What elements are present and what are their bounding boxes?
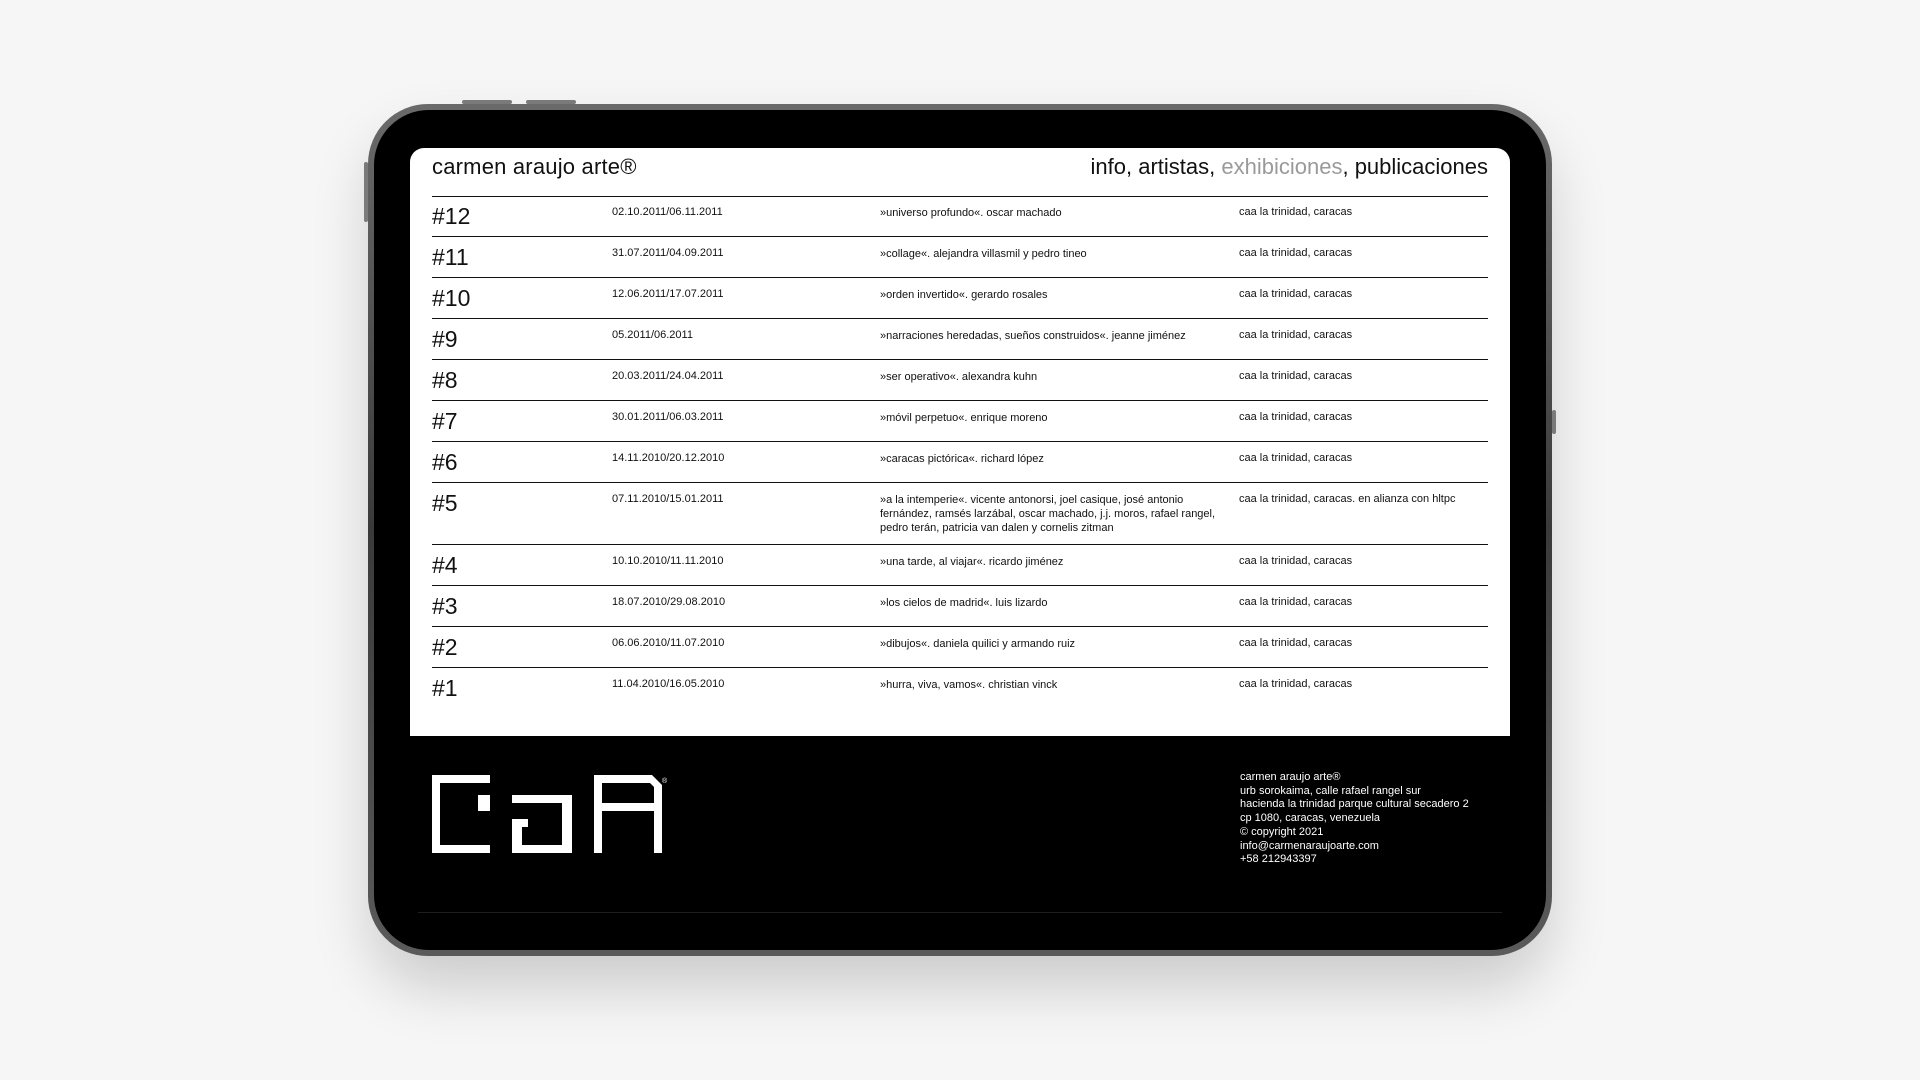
caa-logo[interactable] <box>432 775 672 855</box>
exhibition-venue: caa la trinidad, caracas <box>1239 206 1353 218</box>
exhibition-dates: 11.04.2010/16.05.2010 <box>612 678 725 690</box>
exhibition-venue: caa la trinidad, caracas <box>1239 637 1353 649</box>
exhibition-venue: caa la trinidad, caracas <box>1239 411 1353 423</box>
exhibition-title: »collage«. alejandra villasmil y pedro tineo <box>880 248 1087 260</box>
exhibition-dates: 06.06.2010/11.07.2010 <box>612 637 725 649</box>
exhibition-title: »los cielos de madrid«. luis lizardo <box>880 597 1048 609</box>
main-menu <box>1091 154 1489 180</box>
nav-separator: , <box>1342 154 1355 179</box>
contact-line: © copyright 2021 <box>1240 825 1324 838</box>
exhibition-venue: caa la trinidad, caracas <box>1239 596 1353 608</box>
brand-name[interactable]: carmen araujo arte® <box>432 154 637 179</box>
exhibition-row[interactable] <box>432 401 1488 442</box>
exhibition-dates: 31.07.2011/04.09.2011 <box>612 247 724 259</box>
nav-info[interactable]: info <box>1090 154 1126 179</box>
contact-line[interactable]: info@carmenaraujoarte.com <box>1240 839 1379 852</box>
exhibition-title: »dibujos«. daniela quilici y armando ruiz <box>880 638 1076 650</box>
volume-down-button <box>526 100 576 104</box>
exhibition-number: #9 <box>432 326 458 352</box>
exhibition-title: »narraciones heredadas, sueños construidos«. jeanne jiménez <box>880 330 1186 342</box>
exhibition-row[interactable] <box>432 586 1488 627</box>
exhibition-dates: 30.01.2011/06.03.2011 <box>612 411 724 423</box>
svg-text:®: ® <box>662 778 668 785</box>
exhibition-venue: caa la trinidad, caracas <box>1239 452 1353 464</box>
exhibition-row[interactable] <box>432 442 1488 483</box>
exhibition-row[interactable] <box>432 627 1488 668</box>
exhibition-number: #8 <box>432 367 458 393</box>
volume-up-button <box>462 100 512 104</box>
exhibition-dates: 18.07.2010/29.08.2010 <box>612 596 726 608</box>
nav-artistas[interactable]: artistas <box>1138 154 1210 179</box>
exhibition-title: »caracas pictórica«. richard lópez <box>880 453 1044 465</box>
exhibition-number: #6 <box>432 449 458 475</box>
exhibition-number: #5 <box>432 490 458 516</box>
exhibitions-list <box>432 196 1488 708</box>
contact-line: cp 1080, caracas, venezuela <box>1240 812 1381 825</box>
exhibition-dates: 20.03.2011/24.04.2011 <box>612 370 724 382</box>
exhibition-venue: caa la trinidad, caracas <box>1239 329 1353 341</box>
contact-line: carmen araujo arte® <box>1240 771 1341 783</box>
exhibition-dates: 07.11.2010/15.01.2011 <box>612 493 724 505</box>
exhibition-dates: 02.10.2011/06.11.2011 <box>612 206 723 218</box>
exhibition-number: #2 <box>432 634 458 660</box>
exhibition-dates: 14.11.2010/20.12.2010 <box>612 452 725 464</box>
exhibition-row[interactable] <box>432 319 1488 360</box>
contact-line: +58 212943397 <box>1240 853 1317 866</box>
exhibition-number: #3 <box>432 593 458 619</box>
exhibition-number: #1 <box>432 675 458 701</box>
exhibition-row[interactable] <box>432 360 1488 401</box>
exhibition-dates: 12.06.2011/17.07.2011 <box>612 288 724 300</box>
nav-separator: , <box>1209 154 1222 179</box>
exhibition-title: »a la intemperie«. vicente antonorsi, joel casique, josé antonio fernández, ramsés larzábal, oscar machado, j.j. moros, rafael rangel, pedro terán, patricia van dalen y cornelis zitman <box>880 494 1216 534</box>
exhibition-title: »hurra, viva, vamos«. christian vinck <box>880 679 1058 691</box>
exhibition-number: #10 <box>432 285 471 311</box>
exhibition-row[interactable] <box>432 278 1488 319</box>
exhibition-venue: caa la trinidad, caracas. en alianza con hltpc <box>1239 493 1456 505</box>
exhibition-venue: caa la trinidad, caracas <box>1239 247 1353 259</box>
exhibition-number: #7 <box>432 408 458 434</box>
side-button <box>364 162 368 222</box>
contact-line: hacienda la trinidad parque cultural secadero 2 <box>1240 798 1469 811</box>
nav-publicaciones[interactable]: publicaciones <box>1354 154 1488 179</box>
footer-divider <box>418 912 1502 913</box>
exhibition-venue: caa la trinidad, caracas <box>1239 678 1353 690</box>
exhibition-title: »ser operativo«. alexandra kuhn <box>880 371 1038 383</box>
website-screen <box>410 148 1510 736</box>
exhibition-dates: 10.10.2010/11.11.2010 <box>612 555 724 567</box>
exhibition-venue: caa la trinidad, caracas <box>1239 288 1353 300</box>
exhibition-title: »universo profundo«. oscar machado <box>880 207 1062 219</box>
top-navigation <box>432 148 1488 197</box>
exhibition-title: »orden invertido«. gerardo rosales <box>880 289 1048 301</box>
contact-line: urb sorokaima, calle rafael rangel sur <box>1240 784 1421 797</box>
exhibition-row[interactable] <box>432 196 1488 237</box>
exhibition-row[interactable] <box>432 545 1488 586</box>
exhibition-number: #4 <box>432 552 458 578</box>
exhibition-row[interactable] <box>432 483 1488 545</box>
exhibition-row[interactable] <box>432 668 1488 708</box>
power-button <box>1552 410 1556 434</box>
exhibition-number: #12 <box>432 203 471 229</box>
exhibition-row[interactable] <box>432 237 1488 278</box>
exhibition-dates: 05.2011/06.2011 <box>612 329 693 341</box>
nav-exhibiciones[interactable]: exhibiciones <box>1221 154 1343 179</box>
exhibition-venue: caa la trinidad, caracas <box>1239 555 1353 567</box>
exhibition-title: »móvil perpetuo«. enrique moreno <box>880 412 1048 424</box>
exhibition-title: »una tarde, al viajar«. ricardo jiménez <box>880 556 1064 568</box>
contact-info <box>1240 771 1530 867</box>
exhibition-number: #11 <box>432 244 469 270</box>
nav-separator: , <box>1125 154 1139 179</box>
exhibition-venue: caa la trinidad, caracas <box>1239 370 1353 382</box>
